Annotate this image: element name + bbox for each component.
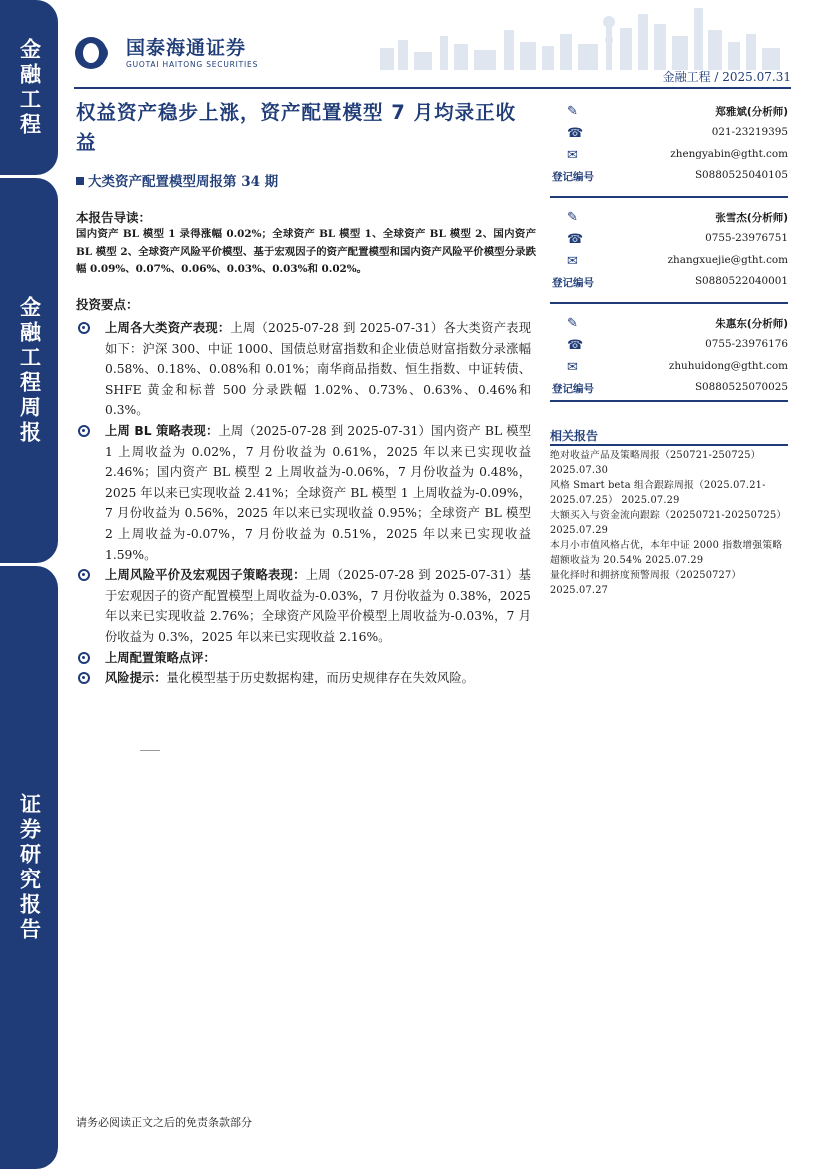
related-report-date: 2025.07.29 (550, 525, 609, 536)
phone-icon: ☎ (567, 126, 584, 141)
analyst-email[interactable]: zhuhuidong@gtht.com (668, 360, 788, 372)
related-report-title[interactable]: 绝对收益产品及策略周报（250721-250725） (550, 450, 761, 461)
logo-text-en: GUOTAI HAITONG SECURITIES (126, 59, 259, 69)
header-divider (74, 87, 791, 89)
analyst-name: 张雪杰(分析师) (715, 212, 788, 224)
analyst-name: 郑雅斌(分析师) (715, 106, 788, 118)
report-subtitle (76, 170, 278, 190)
related-report-item[interactable] (550, 568, 788, 598)
analyst-icon: ✎ (567, 316, 578, 331)
related-reports-divider (550, 444, 788, 446)
reg-label: 登记编号 (552, 383, 594, 395)
side-tab-label: 金融工程 (17, 37, 42, 138)
side-tab-category (0, 0, 58, 175)
analyst-icon: ✎ (567, 104, 578, 119)
related-report-title[interactable]: 本月小市值风格占优，本年中证 2000 指数增强策略超额收益为 20.54% (550, 540, 783, 566)
email-icon: ✉ (567, 148, 578, 163)
investment-point (76, 421, 531, 565)
analyst-phone: 0755-23976751 (705, 232, 788, 244)
investment-point (76, 648, 531, 669)
reg-label: 登记编号 (552, 171, 594, 183)
circle-bullet-icon (78, 672, 90, 684)
circle-bullet-icon (78, 425, 90, 437)
point-label: 上周配置策略点评： (105, 650, 216, 665)
point-text: 上周（2025-07-28 到 2025-07-31）国内资产 BL 模型 1 上周收益为 0.02%，7 月份收益为 0.61%，2025 年以来已实现收益 2.46%；国内资产 BL 模型 2 上周收益为-0.06%，7 月份收益为 0.48%，2025 年以来已实现收益 2.41%；全球资产 BL 模型 1 上周收益为-0.09%，7 月份收益为 0.56%，2025 年以来已实现收益 0.95%；全球资产 BL 模型 2 上周收益为-0.07%，7 月份收益为 0.51%，2025 年以来已实现收益 1.59%。 (105, 423, 531, 562)
related-reports-heading: 相关报告 (550, 429, 599, 443)
investment-points-list (76, 318, 531, 689)
analyst-divider (550, 196, 788, 198)
point-label: 上周风险平价及宏观因子策略表现： (105, 568, 306, 583)
point-text: 上周（2025-07-28 到 2025-07-31）基于宏观因子的资产配置模型上周收益为-0.03%，7 月份收益为 0.38%，2025 年以来已实现收益 2.76%；全球资产风险平价模型上周收益为-0.03%，7 月份收益为 0.3%，2025 年以来已实现收益 2.16%。 (105, 568, 531, 644)
related-report-item[interactable] (550, 538, 788, 568)
analyst-email[interactable]: zhangxuejie@gtht.com (667, 254, 788, 266)
header-category-date: 金融工程 / 2025.07.31 (662, 70, 791, 84)
analyst-phone: 0755-23976176 (705, 338, 788, 350)
company-logo (74, 36, 258, 70)
related-report-item[interactable] (550, 448, 788, 478)
analyst-reg-no: S0880525040105 (694, 169, 788, 181)
related-report-date: 2025.07.29 (621, 495, 680, 506)
analyst-divider (550, 400, 788, 402)
investment-heading: 投资要点： (76, 297, 139, 312)
point-text: 量化模型基于历史数据构建，而历史规律存在失效风险。 (166, 671, 474, 686)
related-report-title[interactable]: 风格 Smart beta 组合跟踪周报（2025.07.21-2025.07.25） (550, 480, 766, 506)
related-report-item[interactable] (550, 478, 788, 508)
investment-point (76, 565, 531, 647)
email-icon: ✉ (567, 360, 578, 375)
phone-icon: ☎ (567, 232, 584, 247)
subtitle-text: 大类资产配置模型周报第 34 期 (88, 174, 279, 190)
side-tab-label: 证券研究报告 (17, 792, 42, 943)
side-tab-label: 金融工程周报 (17, 295, 42, 446)
related-report-date: 2025.07.27 (550, 585, 609, 596)
logo-text-cn: 国泰海通证券 (126, 36, 247, 59)
point-label: 上周 BL 策略表现： (105, 423, 219, 438)
circle-bullet-icon (78, 652, 90, 664)
square-bullet-icon (76, 177, 84, 185)
disclaimer-footer: 请务必阅读正文之后的免责条款部分 (76, 1116, 252, 1129)
analyst-card (550, 208, 788, 300)
analyst-reg-no: S0880522040001 (694, 275, 788, 287)
point-label: 上周各大类资产表现： (105, 321, 231, 335)
analyst-divider (550, 302, 788, 304)
city-skyline-illustration (370, 0, 790, 70)
analyst-name: 朱惠东(分析师) (715, 318, 788, 330)
related-report-title[interactable]: 量化择时和拥挤度预警周报（20250727） (550, 570, 742, 581)
decorative-mark (140, 750, 160, 751)
analyst-card (550, 314, 788, 406)
guide-heading: 本报告导读： (76, 210, 152, 225)
related-report-title[interactable]: 大额买入与资金流向跟踪（20250721-20250725） (550, 510, 787, 521)
analyst-icon: ✎ (567, 210, 578, 225)
analyst-card (550, 102, 788, 194)
report-title: 权益资产稳步上涨，资产配置模型 7 月均录正收益 (76, 101, 517, 154)
email-icon: ✉ (567, 254, 578, 269)
phone-icon: ☎ (567, 338, 584, 353)
investment-point (76, 318, 531, 421)
related-report-item[interactable] (550, 508, 788, 538)
analyst-reg-no: S0880525070025 (694, 381, 788, 393)
point-text: 上周（2025-07-28 到 2025-07-31）各大类资产表现如下：沪深 300、中证 1000、国债总财富指数和企业债总财富指数分录涨幅 0.58%、0.18%、0.08%和 0.01%；南华商品指数、恒生指数、中证转债、SHFE 黄金和标普 500 分录跌幅 1.02%、0.73%、0.63%、0.46%和 0.3%。 (105, 321, 531, 418)
analyst-email[interactable]: zhengyabin@gtht.com (670, 148, 788, 160)
point-label: 风险提示： (105, 671, 167, 686)
circle-bullet-icon (78, 322, 90, 334)
related-reports-list (550, 448, 788, 598)
circle-bullet-icon (78, 569, 90, 581)
guide-body: 国内资产 BL 模型 1 录得涨幅 0.02%；全球资产 BL 模型 1、全球资产 BL 模型 2、国内资产 BL 模型 2、全球资产风险平价模型、基于宏观因子的资产配置模型和国内资产风险平价模型分录跌幅 0.09%、0.07%、0.06%、0.03%、0.03%和 0.02%。 (76, 228, 536, 276)
related-report-date: 2025.07.30 (550, 465, 609, 476)
analyst-phone: 021-23219395 (711, 126, 788, 138)
side-tab-series (0, 178, 58, 563)
reg-label: 登记编号 (552, 277, 594, 289)
related-report-date: 2025.07.29 (645, 555, 704, 566)
side-tab-doc-type (0, 566, 58, 1169)
investment-point (76, 668, 531, 689)
logo-mark-icon (74, 36, 120, 70)
